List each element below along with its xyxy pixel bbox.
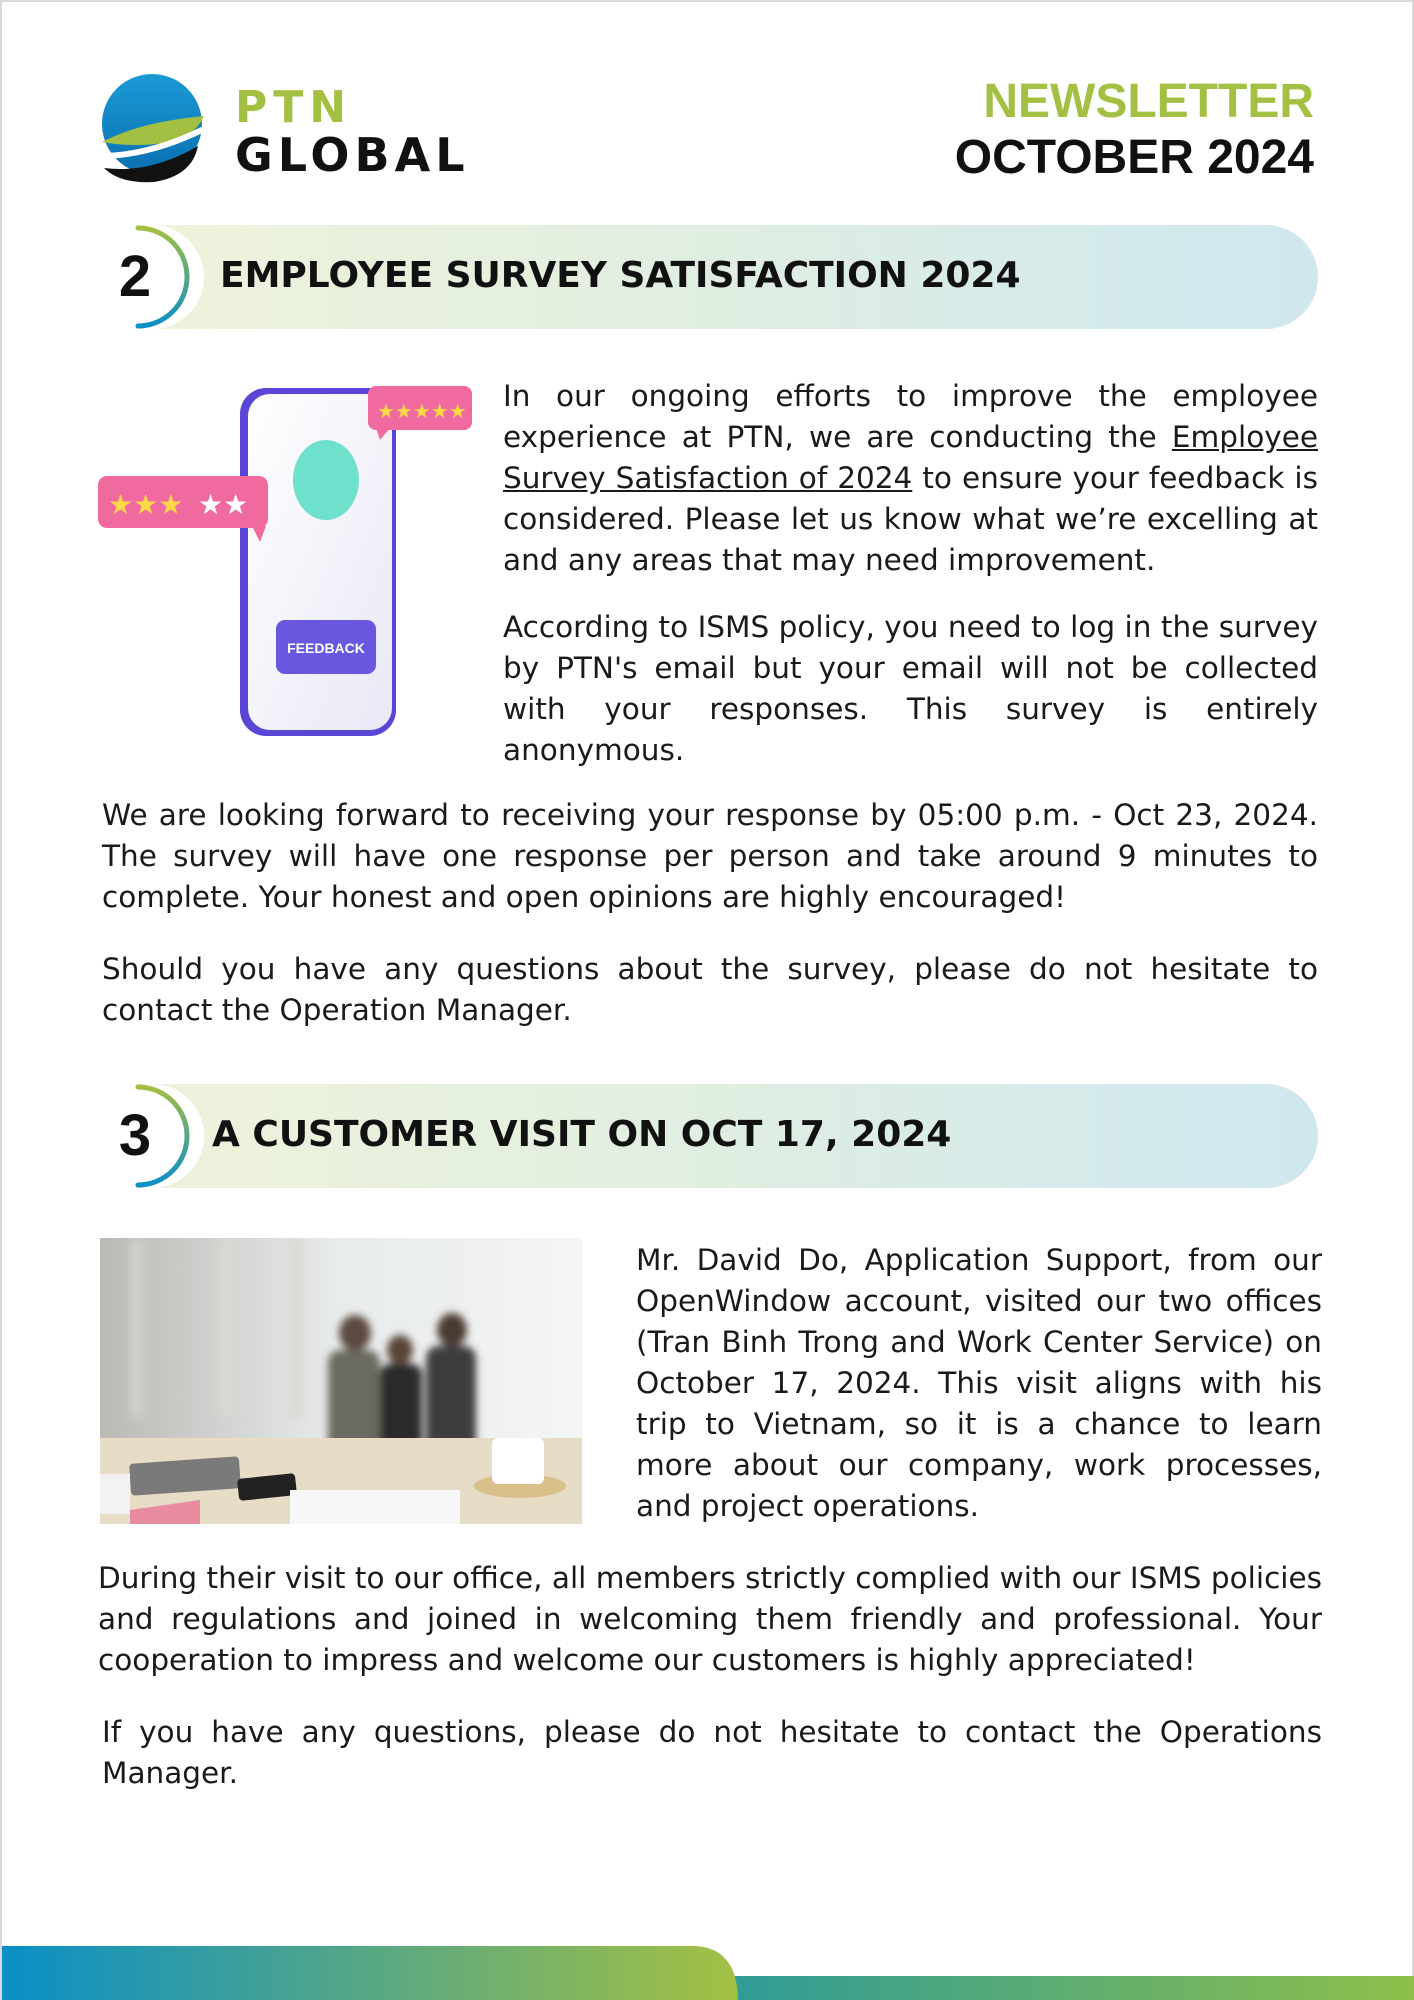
feedback-button-label: FEEDBACK	[287, 640, 365, 656]
section-title: EMPLOYEE SURVEY SATISFACTION 2024	[220, 255, 1021, 296]
section-2-banner	[100, 225, 1318, 329]
operations-contact-paragraph: If you have any questions, please do not hesitate to contact the Operations Manager.	[102, 1715, 1322, 1790]
footer-gradient-bar	[2, 1946, 1414, 2000]
isms-compliance-paragraph: During their visit to our office, all members strictly complied with our ISMS policies and regulations and joined in welcoming them friendly and professional. Your cooperation to impress and welcome our customers is highly appreciated!	[98, 1561, 1322, 1677]
section-title: A CUSTOMER VISIT ON OCT 17, 2024	[212, 1114, 952, 1155]
customer-visit-paragraph: Mr. David Do, Application Support, from our OpenWindow account, visited our two offices (Tran Binh Trong and Work Center Service) on October 17, 2024. This visit aligns with his trip to Vietnam, so it is a chance to learn more about our company, work processes, and project operations.	[636, 1243, 1322, 1523]
section-number: 2	[118, 244, 152, 309]
feedback-phone-illustration	[94, 380, 484, 750]
survey-intro-paragraph: In our ongoing efforts to improve the employee experience at PTN, we are conducting the Employee Survey Satisfaction of 2024 to ensure your feedback is considered. Please let us know what we’re excelling at and any areas that may need improvement.	[503, 379, 1318, 577]
globe-logo-icon	[100, 72, 210, 190]
company-logo	[100, 72, 470, 192]
newsletter-date: OCTOBER 2024	[954, 131, 1314, 184]
survey-contact-paragraph: Should you have any questions about the survey, please do not hesitate to contact the Operation Manager.	[102, 952, 1318, 1027]
handshake-photo	[100, 1238, 582, 1524]
svg-text:★★★★★: ★★★★★	[377, 399, 467, 423]
star-rating-icon	[377, 399, 467, 423]
star-rating-icon	[108, 488, 248, 521]
survey-deadline-paragraph: We are looking forward to receiving your response by 05:00 p.m. - Oct 23, 2024. The survey will have one response per person and take around 9 minutes to complete. Your honest and open opinions are highly encouraged!	[102, 798, 1318, 914]
section-number: 3	[118, 1103, 152, 1168]
svg-text:★★★: ★★★	[108, 488, 184, 521]
survey-link[interactable]: Employee Survey Satisfaction of 2024	[503, 420, 1318, 495]
isms-policy-paragraph: According to ISMS policy, you need to log in the survey by PTN's email but your email will not be collected with your responses. This survey is entirely anonymous.	[503, 610, 1318, 767]
svg-text:★★: ★★	[198, 488, 249, 521]
logo-text-global: GLOBAL	[235, 128, 470, 182]
section-3-banner	[100, 1084, 1318, 1188]
logo-text-ptn: PTN	[235, 82, 353, 133]
newsletter-title: NEWSLETTER	[983, 75, 1314, 128]
